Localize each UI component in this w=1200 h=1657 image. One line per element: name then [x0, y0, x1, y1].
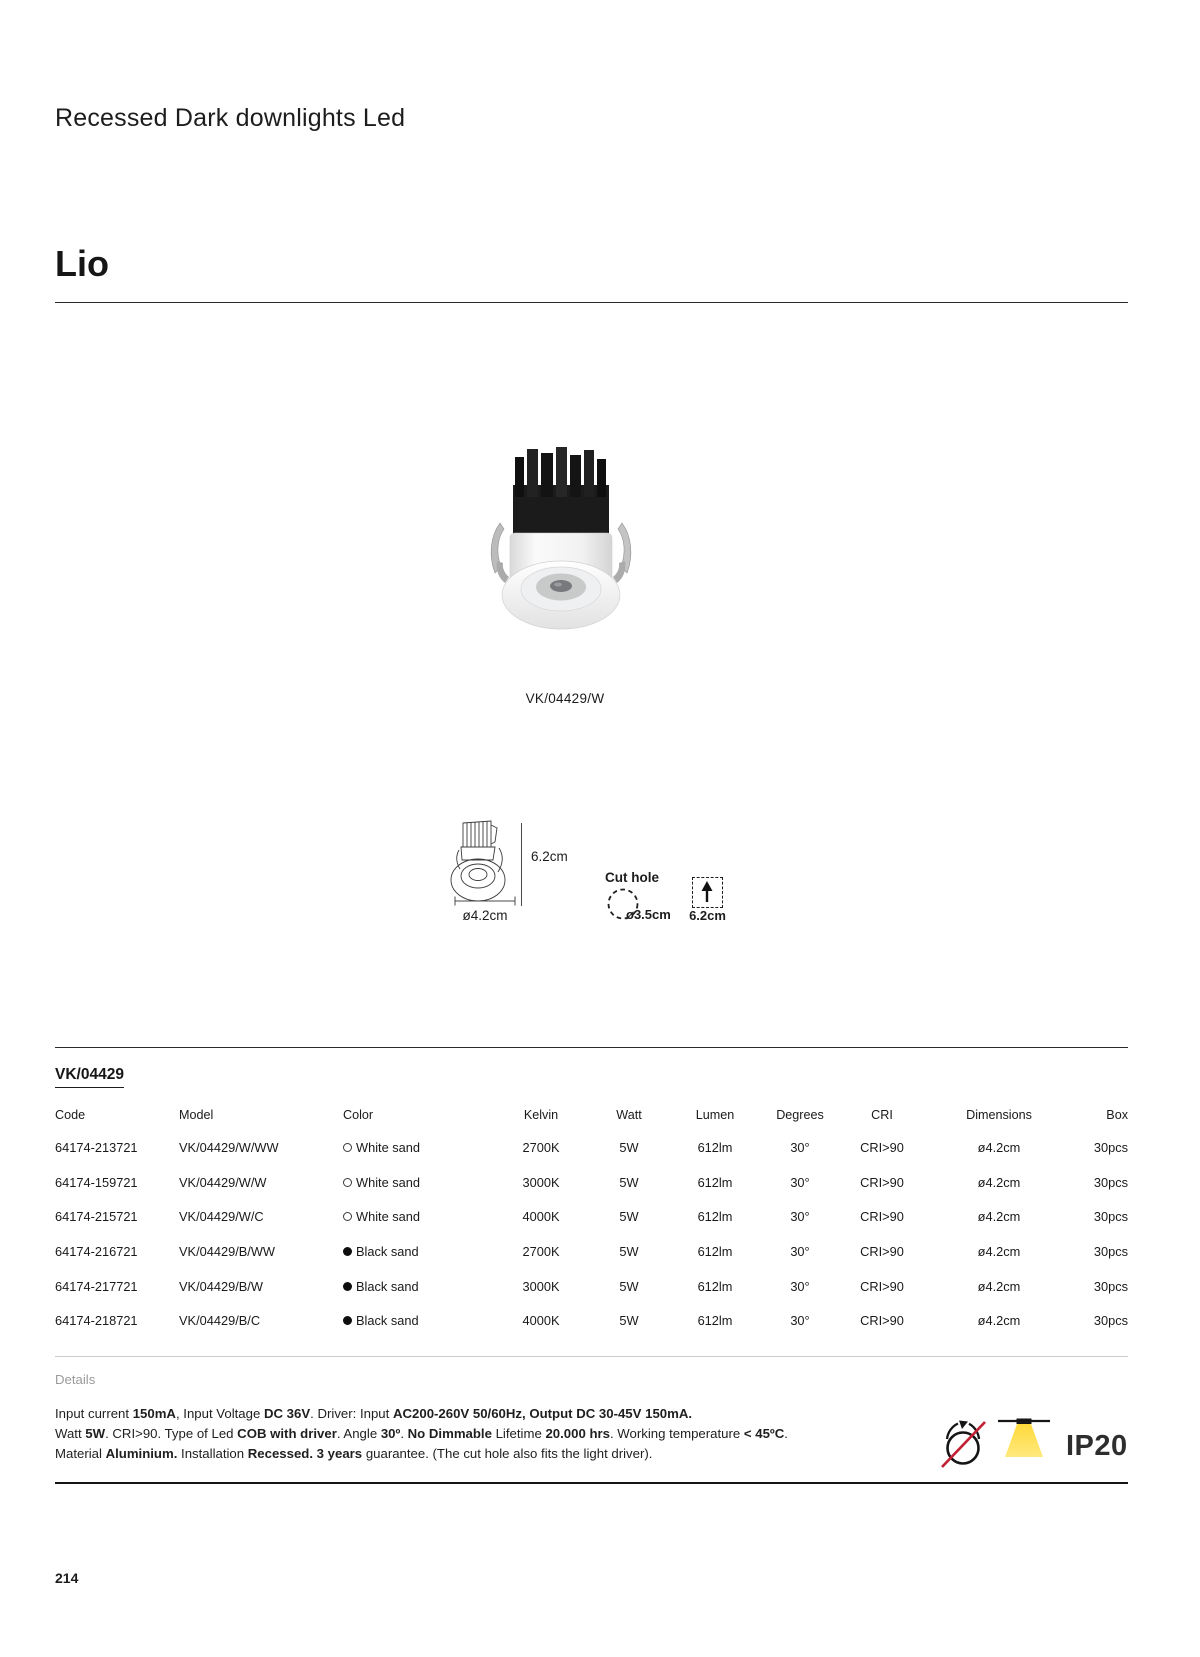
- details-line: Watt 5W. CRI>90. Type of Led COB with driver. Angle 30º. No Dimmable Lifetime 20.000 hrs. Working temperature < 45ºC.: [55, 1425, 788, 1441]
- height-dimension-label: 6.2cm: [531, 849, 568, 864]
- recessed-downlight-beam-icon: [997, 1417, 1051, 1459]
- color-swatch: [343, 1212, 352, 1221]
- details-divider: [55, 1356, 1128, 1357]
- cell-model: VK/04429/B/WW: [179, 1243, 276, 1259]
- cell-degrees: 30°: [790, 1139, 810, 1155]
- cell-lumen: 612lm: [697, 1209, 733, 1225]
- cell-cri: CRI>90: [860, 1139, 904, 1155]
- cell-watt: 5W: [619, 1313, 639, 1329]
- cell-box: 30pcs: [1093, 1313, 1128, 1329]
- cut-hole-depth-box: [692, 877, 723, 908]
- downlight-photo-illustration: [455, 443, 675, 638]
- table-divider: [55, 1047, 1128, 1048]
- cell-color: [343, 1209, 491, 1224]
- cell-model: VK/04429/W/C: [179, 1209, 264, 1225]
- cell-lumen: 612lm: [697, 1313, 733, 1329]
- details-heading: Details: [55, 1372, 96, 1387]
- table-row: [55, 1199, 1128, 1234]
- details-line: Input current 150mA, Input Voltage DC 36V. Driver: Input AC200-260V 50/60Hz, Output DC 30-45V 150mA.: [55, 1406, 693, 1421]
- cell-code: 64174-215721: [55, 1209, 138, 1225]
- cell-color: [343, 1279, 491, 1294]
- table-row: [55, 1234, 1128, 1269]
- cell-code: 64174-159721: [55, 1174, 138, 1190]
- col-header-lumen: Lumen: [695, 1108, 735, 1122]
- table-row: [55, 1130, 1128, 1165]
- diameter-dimension-label: ø4.2cm: [462, 908, 508, 923]
- color-label: Black sand: [356, 1278, 419, 1294]
- details-line: Material Aluminium. Installation Recessed. 3 years guarantee. (The cut hole also fits the light driver).: [55, 1445, 653, 1461]
- cell-box: 30pcs: [1093, 1174, 1128, 1190]
- cell-color: [343, 1140, 491, 1155]
- cell-code: 64174-217721: [55, 1278, 138, 1294]
- cell-model: VK/04429/B/W: [179, 1278, 263, 1294]
- cell-color: [343, 1313, 491, 1328]
- cell-degrees: 30°: [790, 1313, 810, 1329]
- cell-lumen: 612lm: [697, 1174, 733, 1190]
- dimension-drawing: [447, 817, 521, 907]
- color-label: Black sand: [356, 1313, 419, 1329]
- table-row: [55, 1165, 1128, 1200]
- cell-model: VK/04429/W/WW: [179, 1139, 279, 1155]
- header-divider: [55, 302, 1128, 303]
- col-header-dimensions: Dimensions: [966, 1108, 1032, 1122]
- cut-hole-label: Cut hole: [605, 870, 659, 885]
- spec-table: [55, 1100, 1128, 1338]
- cell-watt: 5W: [619, 1174, 639, 1190]
- cell-watt: 5W: [619, 1278, 639, 1294]
- cell-lumen: 612lm: [697, 1243, 733, 1259]
- cell-degrees: 30°: [790, 1209, 810, 1225]
- table-row: [55, 1269, 1128, 1304]
- cell-color: [343, 1244, 491, 1259]
- page-number: 214: [55, 1570, 79, 1586]
- cell-watt: 5W: [619, 1243, 639, 1259]
- col-header-watt: Watt: [616, 1108, 642, 1122]
- col-header-cri: CRI: [871, 1108, 893, 1122]
- cell-kelvin: 2700K: [522, 1243, 560, 1259]
- cell-dimensions: ø4.2cm: [977, 1139, 1021, 1155]
- cell-box: 30pcs: [1093, 1278, 1128, 1294]
- cell-kelvin: 4000K: [522, 1209, 560, 1225]
- cell-dimensions: ø4.2cm: [977, 1209, 1021, 1225]
- col-header-kelvin: Kelvin: [523, 1108, 559, 1122]
- up-arrow-icon: [693, 878, 721, 906]
- downlight-outline-icon: [447, 817, 521, 907]
- ip-rating: IP20: [1066, 1430, 1128, 1462]
- cell-box: 30pcs: [1093, 1209, 1128, 1225]
- cell-lumen: 612lm: [697, 1139, 733, 1155]
- cell-kelvin: 2700K: [522, 1139, 560, 1155]
- cell-dimensions: ø4.2cm: [977, 1313, 1021, 1329]
- col-header-model: Model: [179, 1108, 214, 1122]
- col-header-code: Code: [55, 1108, 86, 1122]
- cell-degrees: 30°: [790, 1278, 810, 1294]
- table-header-row: [55, 1100, 1128, 1130]
- cell-code: 64174-216721: [55, 1243, 138, 1259]
- cell-model: VK/04429/W/W: [179, 1174, 267, 1190]
- cell-box: 30pcs: [1093, 1139, 1128, 1155]
- bottom-divider: [55, 1482, 1128, 1484]
- col-header-color: Color: [343, 1108, 374, 1122]
- cell-degrees: 30°: [790, 1243, 810, 1259]
- cell-kelvin: 3000K: [522, 1278, 560, 1294]
- cell-cri: CRI>90: [860, 1174, 904, 1190]
- cell-cri: CRI>90: [860, 1209, 904, 1225]
- col-header-box: Box: [1106, 1108, 1128, 1122]
- color-label: White sand: [356, 1139, 421, 1155]
- color-swatch: [343, 1316, 352, 1325]
- color-label: White sand: [356, 1174, 421, 1190]
- details-text: [55, 1404, 885, 1463]
- product-name: Lio: [55, 243, 109, 284]
- spec-table-body: [55, 1130, 1128, 1338]
- col-header-degrees: Degrees: [776, 1108, 824, 1122]
- color-swatch: [343, 1178, 352, 1187]
- cell-kelvin: 3000K: [522, 1174, 560, 1190]
- table-row: [55, 1303, 1128, 1338]
- cut-hole-diameter-label: ø3.5cm: [626, 907, 671, 922]
- cell-kelvin: 4000K: [522, 1313, 560, 1329]
- product-photo-caption: VK/04429/W: [525, 691, 605, 706]
- cell-cri: CRI>90: [860, 1243, 904, 1259]
- color-swatch: [343, 1143, 352, 1152]
- cell-cri: CRI>90: [860, 1313, 904, 1329]
- color-label: Black sand: [356, 1243, 419, 1259]
- table-title: VK/04429: [55, 1066, 124, 1088]
- cell-lumen: 612lm: [697, 1278, 733, 1294]
- cell-dimensions: ø4.2cm: [977, 1243, 1021, 1259]
- color-swatch: [343, 1282, 352, 1291]
- cell-model: VK/04429/B/C: [179, 1313, 261, 1329]
- color-label: White sand: [356, 1209, 421, 1225]
- cell-color: [343, 1175, 491, 1190]
- cell-watt: 5W: [619, 1139, 639, 1155]
- no-dimmable-icon: [934, 1412, 994, 1470]
- height-dimension-line: [521, 823, 522, 906]
- cell-watt: 5W: [619, 1209, 639, 1225]
- cell-dimensions: ø4.2cm: [977, 1278, 1021, 1294]
- cell-code: 64174-213721: [55, 1139, 138, 1155]
- cell-code: 64174-218721: [55, 1313, 138, 1329]
- product-photo: [455, 443, 675, 638]
- cell-box: 30pcs: [1093, 1243, 1128, 1259]
- category-title: Recessed Dark downlights Led: [55, 104, 406, 132]
- cell-dimensions: ø4.2cm: [977, 1174, 1021, 1190]
- diameter-dimension-line: [454, 896, 516, 906]
- cell-cri: CRI>90: [860, 1278, 904, 1294]
- color-swatch: [343, 1247, 352, 1256]
- cell-degrees: 30°: [790, 1174, 810, 1190]
- cut-hole-depth-label: 6.2cm: [689, 908, 726, 923]
